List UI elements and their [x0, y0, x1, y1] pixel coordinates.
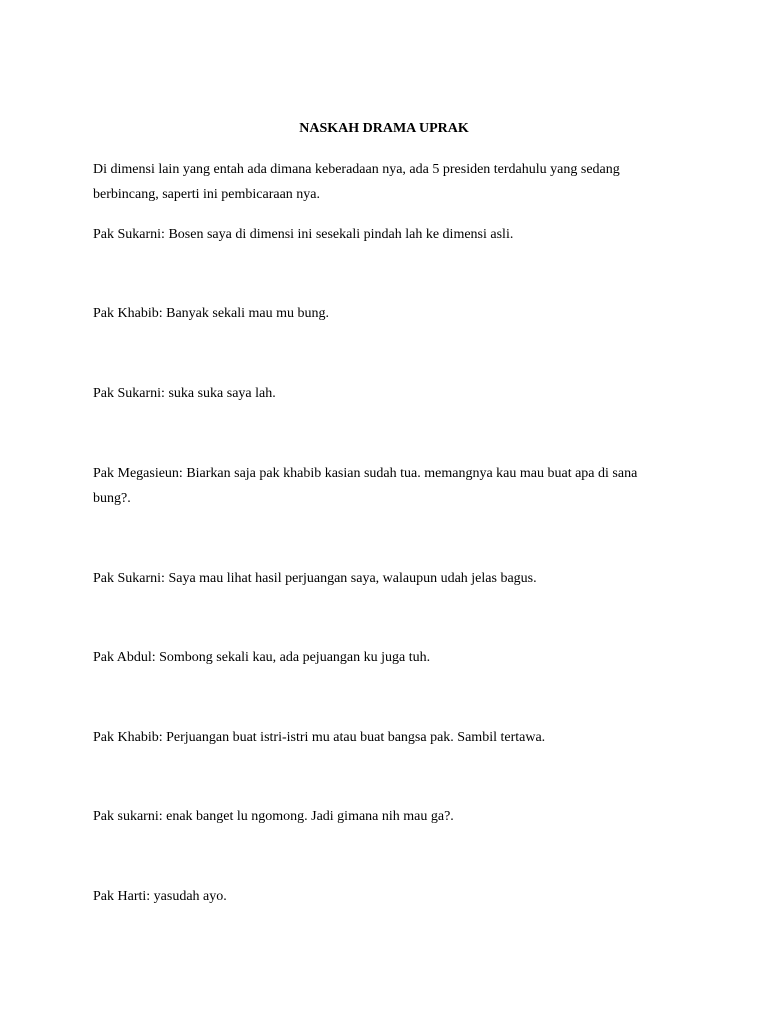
dialogue-line-harti: Pak Harti: yasudah ayo.: [93, 889, 227, 904]
dialogue-line-khabib-1: Pak Khabib: Banyak sekali mau mu bung.: [93, 306, 330, 321]
dialogue-line-sukarni-3: Pak Sukarni: Saya mau lihat hasil perjuangan saya, walaupun udah jelas bagus.: [93, 571, 537, 586]
dialogue-line-sukarni-2: Pak Sukarni: suka suka saya lah.: [93, 386, 276, 401]
dialogue-line-sukarni-1: Pak Sukarni: Bosen saya di dimensi ini sesekali pindah lah ke dimensi asli.: [93, 227, 514, 242]
dialogue-line-sukarni-4: Pak sukarni: enak banget lu ngomong. Jadi gimana nih mau ga?.: [93, 809, 454, 824]
dialogue-line-khabib-2: Pak Khabib: Perjuangan buat istri-istri mu atau buat bangsa pak. Sambil tertawa.: [93, 730, 546, 745]
dialogue-line-megasieun: Pak Megasieun: Biarkan saja pak khabib kasian sudah tua. memangnya kau mau buat apa di sana bung?.: [93, 466, 638, 506]
dialogue-line-abdul: Pak Abdul: Sombong sekali kau, ada pejuangan ku juga tuh.: [93, 650, 431, 665]
intro-paragraph: Di dimensi lain yang entah ada dimana keberadaan nya, ada 5 presiden terdahulu yang sedang berbincang, saperti ini pembicaraan nya.: [93, 162, 620, 202]
document-title: NASKAH DRAMA UPRAK: [299, 121, 469, 136]
